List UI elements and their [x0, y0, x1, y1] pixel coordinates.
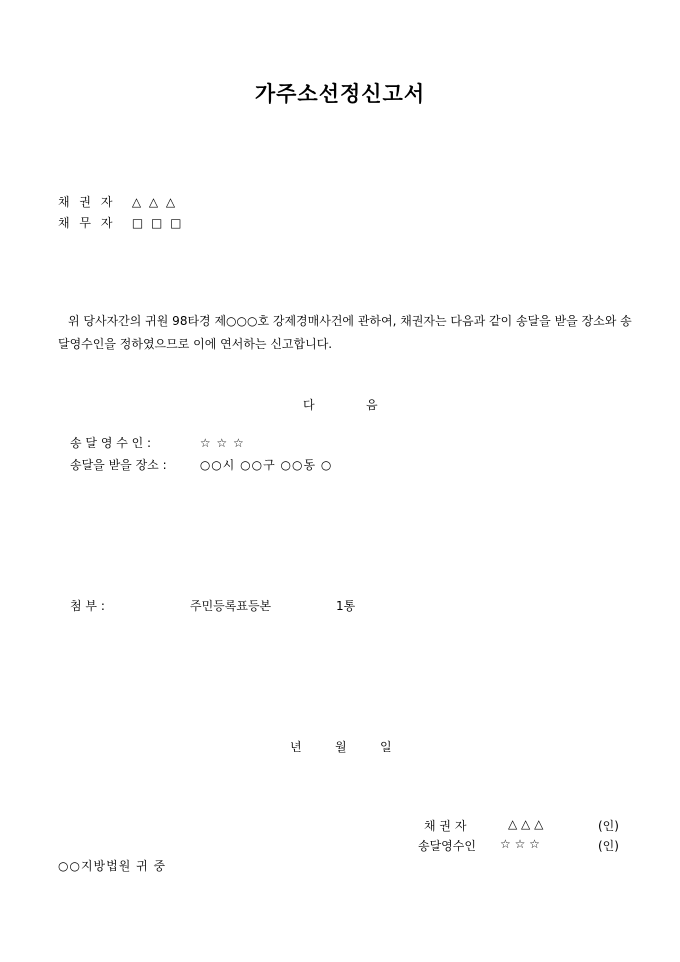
receiver-row	[70, 434, 245, 451]
document-title: 가주소선정신고서	[254, 81, 426, 106]
attachment-count: 1통	[336, 599, 356, 613]
creditor-label: 채 권 자	[58, 195, 116, 209]
date-day: 일	[380, 740, 392, 754]
debtor-value: □ □ □	[131, 216, 184, 230]
body-paragraph: 위 당사자간의 귀원 98타경 제○○○호 강제경매사건에 관하여, 채권자는 다음과 같이 송달을 받을 장소와 송달영수인을 정하였으므로 이에 연서하는 신고합니다.	[58, 314, 632, 351]
attachment-value: 주민등록표등본	[190, 599, 272, 613]
heading-da: 다	[303, 398, 315, 412]
creditor-row	[58, 193, 177, 210]
debtor-label: 채 무 자	[58, 216, 116, 230]
signature-receiver-seal: (인)	[598, 839, 619, 853]
date-month: 월	[335, 740, 347, 754]
creditor-value: △ △ △	[131, 195, 178, 209]
debtor-row	[58, 214, 183, 231]
heading-eum: 음	[366, 398, 378, 412]
place-value: ○○시 ○○구 ○○동 ○	[199, 458, 333, 472]
signature-receiver-label: 송달영수인	[418, 839, 476, 853]
court-addressee: ○○지방법원 귀 중	[58, 859, 167, 873]
signature-receiver-marks: ☆ ☆ ☆	[500, 837, 540, 851]
signature-creditor-seal: (인)	[598, 819, 619, 833]
date-year: 년	[290, 740, 302, 754]
receiver-label: 송 달 영 수 인 :	[70, 436, 152, 450]
signature-creditor-marks: △ △ △	[508, 817, 544, 831]
signature-creditor-label: 채 권 자	[424, 819, 467, 833]
receiver-value: ☆ ☆ ☆	[199, 436, 245, 450]
place-row	[70, 456, 332, 473]
place-label: 송달을 받을 장소 :	[70, 458, 167, 472]
attachment-label: 첨 부 :	[70, 599, 105, 613]
